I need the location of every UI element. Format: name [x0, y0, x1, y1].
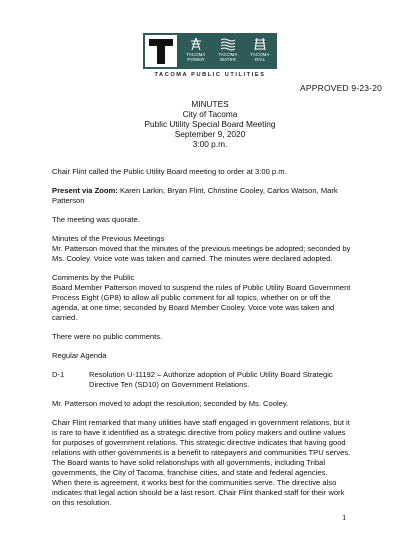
discussion-line: When there is agreement, it works best for the communities serve. The directive also: [52, 478, 337, 487]
present-names-continued: Patterson: [52, 196, 85, 205]
logo-unit-rail: TACOMA RAIL: [245, 35, 275, 67]
discussion-line: governments, the City of Tacoma, franchise cities, and state and federal agencies.: [52, 468, 328, 477]
agenda-item-number: D-1: [52, 370, 65, 379]
comments-text-line: agenda, at one time; seconded by Board Member Cooley. Voice vote was taken and: [52, 303, 335, 312]
minutes-heading: Minutes of the Previous Meetings: [52, 234, 165, 243]
present-line: [52, 186, 338, 196]
regular-agenda-heading: Regular Agenda: [52, 351, 107, 360]
present-names: Karen Larkin, Bryan Flint, Christine Cooley, Carlos Watson, Mark: [117, 186, 338, 195]
comments-text-line: carried.: [52, 313, 78, 322]
logo-unit-power: TACOMA POWER: [181, 35, 211, 67]
organization-name: City of Tacoma: [182, 109, 238, 119]
discussion-line: indicates that legal action should be a last resort. Chair Flint thanked staff for their work: [52, 488, 345, 497]
logo-wordmark: TACOMA PUBLIC UTILITIES: [154, 72, 266, 78]
discussion-line: on this resolution.: [52, 498, 112, 507]
motion-statement: Mr. Patterson moved to adopt the resolution; seconded by Ms. Cooley.: [52, 399, 289, 408]
present-label: Present via Zoom:: [52, 186, 118, 195]
water-waves-icon: [220, 37, 236, 51]
comments-heading: Comments by the Public: [52, 273, 135, 282]
discussion-line: relations with other governments is a benefit to ratepayers and communities TPU serves.: [52, 448, 351, 457]
call-to-order: Chair Flint called the Public Utility Board meeting to order at 3:00 p.m.: [52, 167, 287, 176]
discussion-line: for purposes of government relations. This strategic directive indicates that having good: [52, 438, 346, 447]
rail-track-icon: [252, 37, 268, 51]
discussion-line: Chair Flint remarked that many utilities have staff engaged in government relations, but it: [52, 418, 350, 427]
comments-text-line: Board Member Patterson moved to suspend the rules of Public Utility Board Government: [52, 283, 351, 292]
page-number: 1: [342, 512, 347, 522]
no-comments-statement: There were no public comments.: [52, 332, 163, 341]
quorum-statement: The meeting was quorate.: [52, 215, 140, 224]
agenda-item-title-continued: Directive Ten (SD10) on Government Relations.: [89, 380, 250, 389]
agenda-item-title: Resolution U-11192 – Authorize adoption of Public Utility Board Strategic: [89, 370, 333, 379]
discussion-line: The Board wants to have solid relationships with all governments, including Tribal: [52, 458, 326, 467]
discussion-line: is rare to have it identified as a strategic directive from policy makers and outline values: [52, 428, 346, 437]
logo-t-mark: [145, 35, 177, 67]
meeting-date: September 9, 2020: [174, 129, 246, 139]
approved-stamp: APPROVED 9-23-20: [300, 83, 383, 93]
logo-unit-water: TACOMA WATER: [213, 35, 243, 67]
tacoma-public-utilities-logo: [143, 33, 277, 79]
meeting-name: Public Utility Special Board Meeting: [144, 119, 276, 129]
logo-banner: [143, 33, 277, 69]
minutes-text-line: Mr. Patterson moved that the minutes of the previous meetings be adopted; seconded by: [52, 244, 351, 253]
meeting-time: 3:00 p.m.: [192, 139, 228, 149]
document-title: MINUTES: [191, 99, 229, 109]
minutes-text-line: Ms. Cooley. Voice vote was taken and carried. The minutes were declared adopted.: [52, 254, 333, 263]
comments-text-line: Process Eight (GP8) to allow all public comment for all topics, whether on or off the: [52, 293, 331, 302]
document-header: [0, 99, 420, 149]
power-tower-icon: [188, 37, 204, 51]
